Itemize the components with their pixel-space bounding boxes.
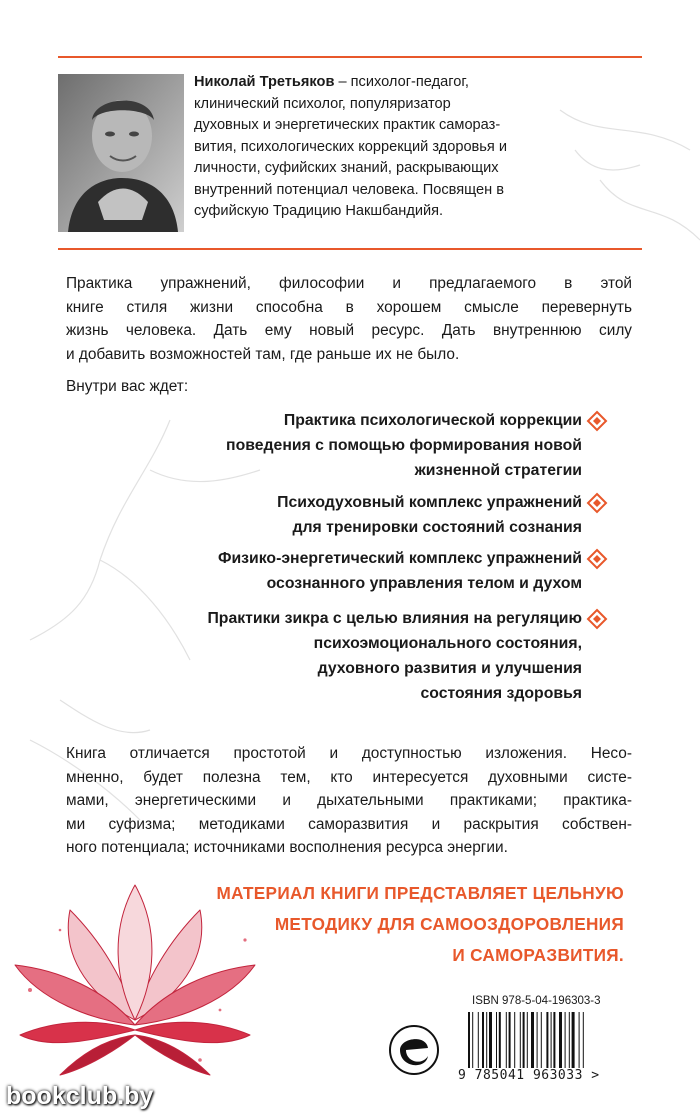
- cta-line: И САМОРАЗВИТИЯ.: [452, 945, 624, 965]
- feature-item: [226, 408, 582, 483]
- barcode-bar: [482, 1012, 484, 1068]
- barcode-digits: 9 785041 963033 >: [458, 1068, 600, 1083]
- description-line: ми суфизма; методиками саморазвития и раскрытия собствен-: [66, 815, 632, 833]
- cta-line: МАТЕРИАЛ КНИГИ ПРЕДСТАВЛЯЕТ ЦЕЛЬНУЮ: [216, 883, 624, 903]
- description-line: мненно, будет полезна тем, кто интересуется духовными систе-: [66, 768, 632, 786]
- author-bio-line: суфийскую Традицию Накшбандийя.: [194, 203, 444, 219]
- barcode-bar: [506, 1012, 507, 1068]
- barcode-bar: [541, 1012, 542, 1068]
- barcode: [466, 1012, 616, 1068]
- cta-line: МЕТОДИКУ ДЛЯ САМООЗДОРОВЛЕНИЯ: [274, 914, 624, 934]
- barcode-bar: [537, 1012, 538, 1068]
- barcode-bar: [509, 1012, 511, 1068]
- description-line: Книга отличается простотой и доступностью изложения. Несо-: [66, 745, 632, 762]
- intro-line: Практика упражнений, философии и предлагаемого в этой: [66, 275, 632, 292]
- barcode-bar: [559, 1012, 562, 1068]
- barcode-bar: [499, 1012, 501, 1068]
- orange-diamond-icon: [586, 410, 608, 432]
- feature-line: духовного развития и улучшения: [317, 660, 582, 677]
- author-bio-line: клинический психолог, популяризатор: [194, 95, 451, 112]
- feature-line: поведения с помощью формирования новой: [226, 437, 582, 454]
- barcode-bar: [579, 1012, 580, 1068]
- inside-label: Внутри вас ждет:: [66, 378, 189, 395]
- author-block: [58, 72, 648, 262]
- barcode-bar: [551, 1012, 552, 1068]
- author-bio-line: духовных и энергетических практик самораз-: [194, 117, 501, 133]
- orange-diamond-icon: [586, 492, 608, 514]
- eksmo-logo-icon: [386, 1022, 442, 1078]
- top-divider: [58, 56, 642, 58]
- barcode-bar: [489, 1012, 492, 1068]
- feature-line: психоэмоционального состояния,: [313, 635, 582, 652]
- description-line: ного потенциала; источниками восполнения ресурса энергии.: [66, 839, 508, 856]
- feature-line: Практики зикра с целью влияния на регуляцию: [207, 610, 582, 627]
- barcode-bar: [527, 1012, 528, 1068]
- author-divider: [58, 248, 642, 250]
- orange-diamond-icon: [586, 608, 608, 630]
- author-bio-line: внутренний потенциал человека. Посвящен в: [194, 181, 504, 198]
- feature-item: [218, 546, 582, 596]
- feature-item: [207, 606, 582, 706]
- author-bio: [194, 72, 634, 223]
- watermark-text: bookclub.by: [6, 1082, 154, 1110]
- feature-line: жизненной стратегии: [414, 462, 582, 479]
- intro-line: жизнь человека. Дать ему новый ресурс. Дать внутреннюю силу: [66, 322, 632, 339]
- intro-paragraph: [66, 272, 632, 366]
- feature-line: осознанного управления телом и духом: [266, 575, 582, 592]
- barcode-bar: [520, 1012, 521, 1068]
- author-bio-line: – психолог-педагог,: [334, 74, 469, 90]
- barcode-bar: [472, 1012, 473, 1068]
- orange-diamond-icon: [586, 548, 608, 570]
- barcode-bar: [531, 1012, 534, 1068]
- barcode-bar: [523, 1012, 525, 1068]
- barcode-bar: [569, 1012, 570, 1068]
- barcode-bar: [514, 1012, 515, 1068]
- barcode-bar: [546, 1012, 548, 1068]
- author-photo: [58, 74, 184, 232]
- author-bio-line: личности, суфийских знаний, раскрывающих: [194, 160, 499, 176]
- feature-item: [277, 490, 582, 540]
- feature-line: Физико-энергетический комплекс упражнений: [217, 550, 582, 567]
- feature-line: Психодуховный комплекс упражнений: [277, 494, 582, 511]
- intro-line: и добавить возможностей там, где раньше их не было.: [66, 345, 460, 363]
- feature-line: Практика психологической коррекции: [283, 412, 582, 429]
- intro-line: книге стиля жизни способна в хорошем смысле перевернуть: [66, 298, 632, 316]
- barcode-bar: [468, 1012, 470, 1068]
- author-name: Николай Третьяков: [194, 74, 335, 90]
- description-paragraph: [66, 742, 632, 860]
- description-line: мами, энергетическими и дыхательными практиками; практика-: [66, 792, 632, 809]
- barcode-bar: [486, 1012, 487, 1068]
- barcode-bar: [478, 1012, 479, 1068]
- author-bio-line: вития, психологических коррекций здоровья и: [194, 138, 508, 155]
- barcode-bar: [583, 1012, 584, 1068]
- feature-line: состояния здоровья: [420, 685, 582, 702]
- barcode-bar: [496, 1012, 497, 1068]
- barcode-bar: [572, 1012, 575, 1068]
- barcode-bar: [553, 1012, 555, 1068]
- isbn-label: ISBN 978-5-04-196303-3: [472, 995, 601, 1007]
- barcode-bar: [565, 1012, 566, 1068]
- cta-text: [217, 878, 624, 971]
- feature-line: для тренировки состояний сознания: [292, 519, 582, 536]
